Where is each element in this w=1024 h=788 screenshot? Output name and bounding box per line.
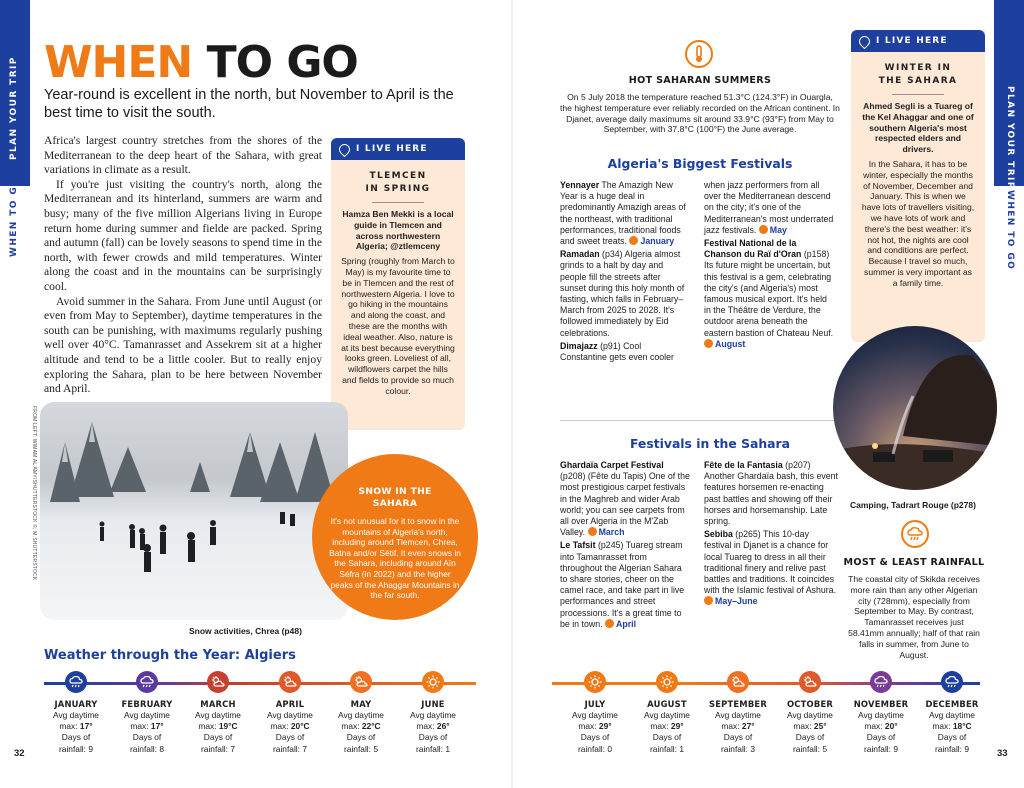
weather-rain-value: 9 xyxy=(964,743,969,754)
festival-name: Yennayer xyxy=(560,180,600,190)
weather-month-name: JANUARY xyxy=(54,699,98,709)
festival-text: (p91) Cool Constantine gets even cooler xyxy=(560,340,674,363)
weather-label: Avg daytime xyxy=(338,710,384,720)
weather-max-value: 17° xyxy=(150,721,164,732)
weather-label: max: xyxy=(198,721,217,732)
festival-name: Sebiba xyxy=(704,529,733,540)
thermometer-icon xyxy=(685,40,713,68)
weather-label: rainfall: xyxy=(130,743,157,754)
weather-label: Avg daytime xyxy=(410,710,456,720)
photo-caption: Camping, Tadrart Rouge (p278) xyxy=(850,500,976,510)
weather-max-value: 29° xyxy=(670,721,684,732)
partly-cloudy-icon xyxy=(207,671,229,693)
festival-entry xyxy=(560,249,688,339)
weather-label: Avg daytime xyxy=(858,710,904,720)
camping-scene-illustration xyxy=(833,326,997,490)
festival-name: Ghardaïa Carpet Festival xyxy=(560,460,664,470)
calendar-icon xyxy=(588,527,597,536)
weather-label: Avg daytime xyxy=(715,710,761,720)
callout-title xyxy=(312,486,478,510)
weather-label: Days of xyxy=(203,732,233,743)
i-live-here-title-line: TLEMCEN xyxy=(369,171,427,181)
i-live-here-header xyxy=(331,138,465,160)
weather-month-column xyxy=(777,698,843,755)
weather-max-line xyxy=(848,721,914,732)
weather-month-column xyxy=(634,698,700,755)
weather-rain-line xyxy=(705,744,771,755)
festival-entry xyxy=(704,180,836,236)
snow-in-sahara-callout xyxy=(312,454,478,620)
festival-month: May xyxy=(769,224,787,235)
weather-rain-value: 9 xyxy=(893,743,898,754)
weather-max-line xyxy=(400,721,466,732)
weather-label: Days of xyxy=(132,732,162,743)
side-tab-section-label: WHEN TO GO xyxy=(9,176,19,257)
weather-title: Weather through the Year: Algiers xyxy=(44,648,296,663)
i-live-here-box-sahara xyxy=(851,30,985,342)
calendar-icon xyxy=(704,339,713,348)
weather-label: Days of xyxy=(937,732,967,743)
rainfall-title: MOST & LEAST RAINFALL xyxy=(843,557,985,568)
i-live-here-body: Spring (roughly from March to May) is my favourite time to be in Tlemcen and the rest of northwestern Algeria. I love to go hiking in the mountains and along the coast, and these are the months with ideal weather. Also, nature is at its best because everything looks green. Loveliest of all, wildflowers carpet the hills and fields to provide so much colour. xyxy=(341,256,455,396)
weather-month-name: OCTOBER xyxy=(786,699,834,709)
page-number: 33 xyxy=(997,748,1008,759)
body-paragraph: If you're just visiting the country's north, along the Mediterranean and its hinterland, summers are warm and busy; many of the five million Algerians living in Europe return home during summer and fielde are packed. Spring and autumn (fall) can be lovely seasons to spend time in the north, with fewer crowds and mild temperatures. Winter along the coast and in the mountains can be surprisingly cool. xyxy=(44,177,322,293)
body-text xyxy=(44,134,322,397)
photo-credit: FROM LEFT: WIMAM AL AMY/SHUTTERSTOCK ©; M.SHUTTERSTOCK xyxy=(31,406,37,581)
weather-label: rainfall: xyxy=(416,743,443,754)
rain-cloud-icon xyxy=(901,520,929,548)
weather-rain-line xyxy=(919,744,985,755)
weather-max-line xyxy=(705,721,771,732)
weather-max-value: 26° xyxy=(436,721,450,732)
weather-rain-line xyxy=(114,744,180,755)
weather-max-value: 27° xyxy=(741,721,755,732)
calendar-icon xyxy=(605,619,614,628)
weather-month-name: SEPTEMBER xyxy=(708,699,767,709)
weather-rain-line xyxy=(328,744,394,755)
festival-text: (p208) (Fête du Tapis) One of the most prestigious carpet festivals in the Maghreb and wider Arab world; you can see carpets from all over Algeria in the M'Zab Valley. xyxy=(560,471,690,538)
page-title-accent: WHEN xyxy=(44,37,193,88)
partly-cloudy-icon xyxy=(799,671,821,693)
weather-month-column xyxy=(185,698,251,755)
weather-label: max: xyxy=(59,721,78,732)
festival-entry xyxy=(560,180,688,247)
weather-label: max: xyxy=(578,721,597,732)
weather-label: max: xyxy=(721,721,740,732)
partly-cloudy-icon xyxy=(279,671,301,693)
camping-photo xyxy=(833,326,997,490)
i-live-here-lead: Ahmed Segli is a Tuareg of the Kel Ahaggar and one of southern Algeria's most respected elders and drivers. xyxy=(862,101,974,155)
festival-text: (p34) Algeria almost grinds to a halt by day and people fill the streets after sunset during this holy month of fasting, which falls in February–March from 2025 to 2028. It's followed immediately by Eid celebrations. xyxy=(560,249,685,338)
weather-month-name: NOVEMBER xyxy=(853,699,909,709)
weather-rain-line xyxy=(777,744,843,755)
i-live-here-label: I LIVE HERE xyxy=(356,144,428,154)
weather-label: max: xyxy=(793,721,812,732)
weather-label: Days of xyxy=(866,732,896,743)
weather-label: rainfall: xyxy=(59,743,86,754)
weather-rain-line xyxy=(185,744,251,755)
festival-name: Fête de la Fantasia xyxy=(704,460,783,470)
i-live-here-title-line: THE SAHARA xyxy=(878,76,958,86)
festival-month: April xyxy=(616,618,637,629)
weather-max-line xyxy=(185,721,251,732)
weather-rain-value: 1 xyxy=(445,743,450,754)
rain-icon xyxy=(870,671,892,693)
i-live-here-body: In the Sahara, it has to be winter, especially the months of November, December and January. This is when we have lots of travellers visiting, we have lots of work and there's the best weather: it's not hot, the nights are cool and conditions are perfect. Because I travel so much, summer is very important as a family time. xyxy=(861,158,975,288)
festival-entry xyxy=(560,540,690,630)
rain-cloud-glyph xyxy=(907,527,923,541)
weather-max-line xyxy=(562,721,628,732)
weather-month-name: JULY xyxy=(584,699,606,709)
weather-timeline-right xyxy=(552,682,980,685)
festival-entry xyxy=(704,460,838,527)
weather-label: Days of xyxy=(723,732,753,743)
weather-label: max: xyxy=(341,721,360,732)
callout-title-line: SAHARA xyxy=(372,498,418,509)
hot-summers-title: HOT SAHARAN SUMMERS xyxy=(628,75,772,86)
weather-rain-line xyxy=(562,744,628,755)
i-live-here-title-line: IN SPRING xyxy=(365,184,431,194)
section-divider xyxy=(560,420,860,421)
sun-icon xyxy=(656,671,678,693)
rain-icon xyxy=(941,671,963,693)
side-tab-left xyxy=(0,0,30,186)
biggest-festivals-col-2 xyxy=(704,180,836,350)
weather-rain-value: 5 xyxy=(822,743,827,754)
festival-text: (p265) This 10-day festival in Djanet is a chance for local Tuareg to dress in all their traditional finery and relive past battles and traditions. It coincides with the Islamic festival of Ashura. xyxy=(704,529,837,596)
festival-text: (p158) Its future might be uncertain, but this festival is a gem, celebrating the city's (and Algeria's) most famous musical export. It's held in the Théâtre de Verdure, the outdoor arena beneath the eastern bastion of Chateau Neuf. xyxy=(704,249,834,338)
weather-month-column xyxy=(705,698,771,755)
festival-text: (p207) Another Ghardaïa bash, this event features horsemen re-enacting past battles and showing off their horses and horsemanship. Late spring. xyxy=(704,460,838,527)
weather-max-value: 29° xyxy=(598,721,612,732)
weather-label: Avg daytime xyxy=(53,710,99,720)
biggest-festivals-title: Algeria's Biggest Festivals xyxy=(607,156,793,171)
weather-month-column xyxy=(562,698,628,755)
weather-rain-value: 1 xyxy=(679,743,684,754)
rain-icon xyxy=(136,671,158,693)
festival-month: March xyxy=(598,527,625,538)
festival-month: May–June xyxy=(715,596,758,607)
i-live-here-header xyxy=(851,30,985,52)
weather-rain-value: 8 xyxy=(159,743,164,754)
weather-label: Avg daytime xyxy=(195,710,241,720)
weather-label: rainfall: xyxy=(578,743,605,754)
page-title xyxy=(44,37,358,88)
weather-label: max: xyxy=(416,721,435,732)
body-paragraph: Avoid summer in the Sahara. From June until August (or even from May to September), daytime temperatures in the south can be punishing, with maximums regularly pushing well over 40°C. Tamanrasset and Assekrem sit at a higher altitude and tend to be a little cooler. But to really enjoy exploring the Sahara, plan to be here between November and April. xyxy=(44,294,322,396)
festival-entry xyxy=(560,460,690,538)
partly-cloudy-icon xyxy=(727,671,749,693)
weather-max-value: 25° xyxy=(813,721,827,732)
festival-month: January xyxy=(640,236,675,247)
weather-max-line xyxy=(634,721,700,732)
weather-max-value: 19°C xyxy=(218,721,238,732)
i-live-here-title xyxy=(851,52,985,88)
side-tab-label: PLAN YOUR TRIP xyxy=(1005,86,1015,190)
festival-name: Dimajazz xyxy=(560,340,598,351)
biggest-festivals-col-1 xyxy=(560,180,688,363)
weather-rain-value: 7 xyxy=(230,743,235,754)
sun-icon xyxy=(584,671,606,693)
weather-max-line xyxy=(328,721,394,732)
festival-entry xyxy=(560,341,688,363)
weather-max-line xyxy=(43,721,109,732)
weather-label: Avg daytime xyxy=(787,710,833,720)
weather-label: Days of xyxy=(61,732,91,743)
weather-max-line xyxy=(919,721,985,732)
body-paragraph: Africa's largest country stretches from the shores of the Mediterranean to the deep heart of the Sahara, with great variations in climate as a result. xyxy=(44,134,322,177)
weather-rain-line xyxy=(400,744,466,755)
weather-label: max: xyxy=(932,721,951,732)
weather-rain-line xyxy=(848,744,914,755)
location-pin-icon xyxy=(337,141,353,157)
festival-text: The Amazigh New Year is a huge deal in predominantly Amazigh areas of the northeast, with traditional performances, traditional foods and sweet treats. xyxy=(560,180,686,247)
i-live-here-lead: Hamza Ben Mekki is a local guide in Tlemcen and across northwestern Algeria; @ztlemceny xyxy=(342,209,454,252)
i-live-here-label: I LIVE HERE xyxy=(876,36,948,46)
weather-max-value: 20°C xyxy=(290,721,310,732)
thermometer-glyph xyxy=(692,45,706,63)
weather-month-name: FEBRUARY xyxy=(121,699,173,709)
spread-gutter xyxy=(511,0,513,788)
calendar-icon xyxy=(629,236,638,245)
intro-text: Year-round is excellent in the north, but November to April is the best time to visit the south. xyxy=(44,87,454,121)
festival-entry xyxy=(704,238,836,350)
weather-rain-line xyxy=(43,744,109,755)
weather-label: rainfall: xyxy=(721,743,748,754)
i-live-here-title xyxy=(331,160,465,196)
weather-label: Avg daytime xyxy=(929,710,975,720)
snow-scene-illustration xyxy=(40,402,348,620)
rainfall-body: The coastal city of Skikda receives more rain than any other Algerian city (728mm), especially from September to May. By contrast, Tamanrasset receives just 58.41mm annually; half of that rain falls in summer, from June to August. xyxy=(848,574,980,660)
calendar-icon xyxy=(759,225,768,234)
i-live-here-box-tlemcen xyxy=(331,138,465,430)
weather-label: Days of xyxy=(652,732,682,743)
weather-max-line xyxy=(114,721,180,732)
weather-month-column xyxy=(257,698,323,755)
weather-month-column xyxy=(919,698,985,755)
weather-month-name: AUGUST xyxy=(647,699,687,709)
weather-label: rainfall: xyxy=(793,743,820,754)
festival-name: Festival National de la Chanson du Raï d'Oran xyxy=(704,238,802,260)
weather-label: Avg daytime xyxy=(267,710,313,720)
weather-max-value: 22°C xyxy=(361,721,381,732)
weather-month-name: DECEMBER xyxy=(925,699,979,709)
side-tab-label: PLAN YOUR TRIP xyxy=(9,56,19,160)
weather-timeline-left xyxy=(44,682,476,685)
weather-rain-value: 5 xyxy=(373,743,378,754)
side-tab-right xyxy=(994,0,1024,190)
festival-entry xyxy=(704,529,838,607)
divider xyxy=(892,94,944,95)
weather-label: Days of xyxy=(418,732,448,743)
weather-rain-value: 3 xyxy=(750,743,755,754)
weather-month-name: APRIL xyxy=(275,699,305,709)
festival-name: Ramadan xyxy=(560,249,600,260)
weather-rain-line xyxy=(257,744,323,755)
hot-summers-body: On 5 July 2018 the temperature reached 51.3°C (124.3°F) in Ouargla, the highest temperature ever reliably recorded on the African continent. In Djanet, average daily maximums sit around 33.9°C (93°F) from May to September, with 37.8°C (100°F) the June average. xyxy=(560,92,840,135)
weather-rain-value: 7 xyxy=(302,743,307,754)
weather-max-value: 18°C xyxy=(952,721,972,732)
weather-rain-value: 9 xyxy=(88,743,93,754)
weather-max-line xyxy=(777,721,843,732)
weather-label: Avg daytime xyxy=(572,710,618,720)
weather-month-column xyxy=(43,698,109,755)
weather-label: Avg daytime xyxy=(124,710,170,720)
weather-label: rainfall: xyxy=(650,743,677,754)
i-live-here-title-line: WINTER IN xyxy=(884,63,952,73)
weather-label: max: xyxy=(864,721,883,732)
weather-label: Days of xyxy=(275,732,305,743)
sun-icon xyxy=(422,671,444,693)
weather-label: rainfall: xyxy=(935,743,962,754)
page-title-main: TO GO xyxy=(206,37,358,88)
weather-max-value: 20° xyxy=(884,721,898,732)
weather-rain-value: 0 xyxy=(607,743,612,754)
divider xyxy=(372,202,424,203)
festival-name: Le Tafsit xyxy=(560,540,596,551)
snow-activities-photo xyxy=(40,402,348,620)
calendar-icon xyxy=(704,596,713,605)
weather-month-column xyxy=(328,698,394,755)
weather-max-line xyxy=(257,721,323,732)
weather-label: Days of xyxy=(580,732,610,743)
weather-label: rainfall: xyxy=(201,743,228,754)
weather-month-column xyxy=(114,698,180,755)
callout-body: It's not unusual for it to snow in the mountains of Algeria's north, including around Tlemcen, Chrea, Batna and/or Sétif. It even snows in the Sahara, including around Aïn Séfra (in 2022) and the higher peaks of the Ahaggar Mountains in the far south. xyxy=(329,516,461,601)
weather-rain-line xyxy=(634,744,700,755)
weather-month-name: JUNE xyxy=(421,699,445,709)
weather-month-column xyxy=(400,698,466,755)
location-pin-icon xyxy=(857,33,873,49)
weather-label: max: xyxy=(130,721,149,732)
weather-label: max: xyxy=(650,721,669,732)
sahara-festivals-col-1 xyxy=(560,460,690,630)
weather-month-name: MARCH xyxy=(200,699,236,709)
photo-caption: Snow activities, Chrea (p48) xyxy=(189,626,302,636)
partly-cloudy-icon xyxy=(350,671,372,693)
weather-label: max: xyxy=(270,721,289,732)
sahara-festivals-title: Festivals in the Sahara xyxy=(629,436,791,451)
weather-month-column xyxy=(848,698,914,755)
festival-month: August xyxy=(715,338,746,349)
sahara-festivals-col-2 xyxy=(704,460,838,608)
weather-month-name: MAY xyxy=(350,699,372,709)
weather-label: rainfall: xyxy=(864,743,891,754)
weather-label: Days of xyxy=(795,732,825,743)
weather-label: Avg daytime xyxy=(644,710,690,720)
festival-text: when jazz performers from all over the Mediterranean descend on the city; it's one of the Mediterranean's most underrated jazz festivals. xyxy=(704,180,834,235)
weather-label: Days of xyxy=(346,732,376,743)
weather-label: rainfall: xyxy=(273,743,300,754)
weather-label: rainfall: xyxy=(344,743,371,754)
festival-text: (p245) Tuareg stream into Tamanrasset from throughout the Algerian Sahara to share stories, cheer on the camel race, and take part in live performances and street processions. It's a great time to be in town. xyxy=(560,540,685,629)
weather-max-value: 17° xyxy=(79,721,93,732)
callout-title-line: SNOW IN THE xyxy=(358,486,432,497)
page-number: 32 xyxy=(14,748,25,759)
side-tab-section-label: WHEN TO GO xyxy=(1005,190,1015,271)
rain-icon xyxy=(65,671,87,693)
